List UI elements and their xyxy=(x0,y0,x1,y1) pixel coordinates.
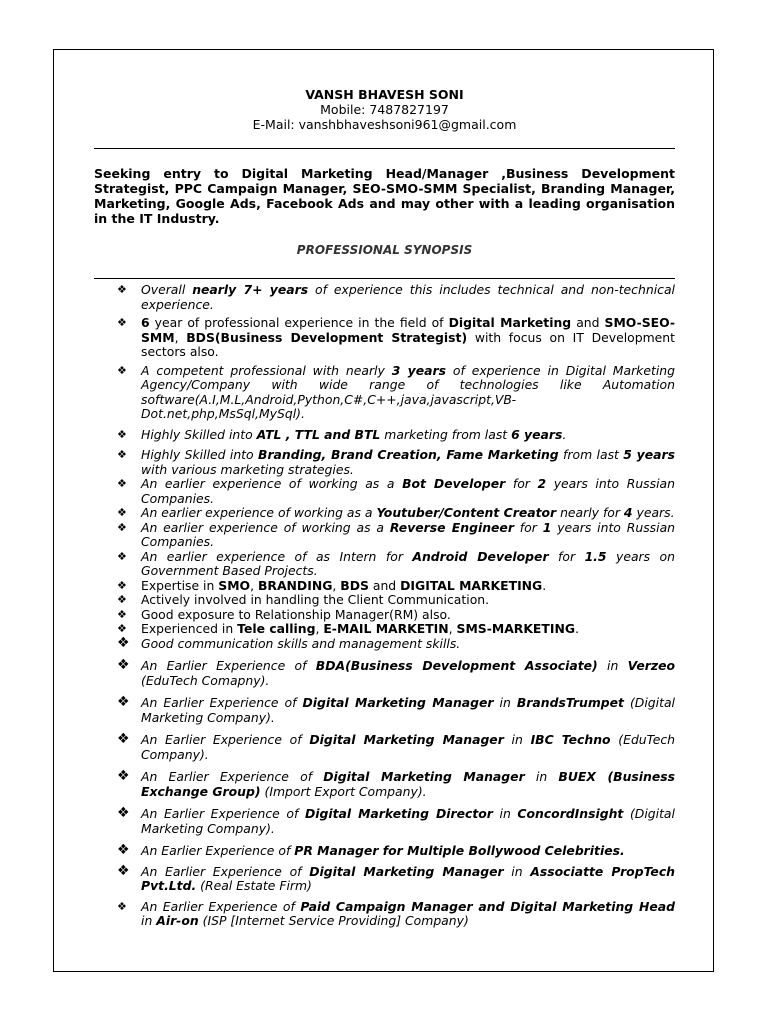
item-text: marketing from last xyxy=(380,426,512,442)
emphasis-text: 1 xyxy=(542,519,552,535)
item-text: and xyxy=(368,577,401,593)
item-text: nearly for xyxy=(556,505,624,520)
item-text: Overall xyxy=(141,282,193,297)
item-text: Good communication skills and management skills. xyxy=(141,635,461,651)
bullet-diamond-icon: ❖ xyxy=(117,578,127,592)
emphasis-text: E-MAIL MARKETIN xyxy=(323,621,449,636)
synopsis-item xyxy=(117,448,675,477)
item-text: for xyxy=(505,476,538,491)
emphasis-text: Air-on xyxy=(156,913,199,928)
bullet-diamond-icon: ❖ xyxy=(117,805,130,821)
emphasis-text: 1.5 xyxy=(584,548,607,564)
emphasis-text: 3 years xyxy=(391,362,446,378)
candidate-name: VANSH BHAVESH SONI xyxy=(305,87,464,102)
item-text: in xyxy=(493,695,517,710)
item-text: year of professional experience in the field of xyxy=(149,315,449,330)
item-text: An Earlier Experience of xyxy=(141,658,316,673)
item-text: Good exposure to Relationship Manager(RM) also. xyxy=(141,606,451,622)
synopsis-item xyxy=(117,550,675,579)
item-text: . xyxy=(562,426,567,442)
bullet-diamond-icon: ❖ xyxy=(117,427,127,441)
item-text: An Earlier Experience of xyxy=(141,843,295,858)
item-text: in xyxy=(524,769,559,784)
synopsis-item xyxy=(117,283,675,312)
emphasis-text: Digital Marketing Manager xyxy=(309,732,504,747)
item-text: . xyxy=(575,621,579,636)
emphasis-text: BUEX (Business Exchange Group) xyxy=(141,769,675,799)
header-divider xyxy=(94,148,675,149)
bullet-diamond-icon: ❖ xyxy=(117,549,127,563)
emphasis-text: Digital Marketing xyxy=(448,315,572,330)
item-text: years on Government Based Projects. xyxy=(141,548,675,578)
bullet-diamond-icon: ❖ xyxy=(117,477,127,490)
item-text: and xyxy=(571,315,605,330)
emphasis-text: Bot Developer xyxy=(402,476,506,491)
synopsis-item xyxy=(117,862,675,894)
emphasis-text: Associatte PropTech Pvt.Ltd. xyxy=(141,863,675,893)
synopsis-divider xyxy=(94,278,675,279)
item-text: Actively involved in handling the Client Communication. xyxy=(141,592,490,607)
emphasis-text: 5 years xyxy=(623,447,676,462)
emphasis-text: DIGITAL MARKETING xyxy=(400,577,543,593)
bullet-diamond-icon: ❖ xyxy=(117,448,127,461)
synopsis-item xyxy=(117,521,675,550)
bullet-diamond-icon: ❖ xyxy=(117,593,127,606)
item-text: An earlier experience of working as a xyxy=(141,505,377,520)
emphasis-text: IBC Techno xyxy=(530,732,611,747)
emphasis-text: nearly 7+ years xyxy=(192,282,309,297)
item-text: An Earlier Experience of xyxy=(141,695,303,710)
item-text: with focus on IT Development sectors also. xyxy=(141,329,675,359)
emphasis-text: ATL , TTL and BTL xyxy=(256,426,381,442)
bullet-diamond-icon: ❖ xyxy=(117,694,130,710)
emphasis-text: ConcordInsight xyxy=(517,806,624,821)
bullet-diamond-icon: ❖ xyxy=(117,363,127,377)
item-text: , xyxy=(315,621,324,636)
item-text: A competent professional with nearly xyxy=(141,362,392,378)
emphasis-text: SMO-SEO-SMM xyxy=(141,315,676,345)
item-text: An Earlier Experience of xyxy=(141,898,301,914)
emphasis-text: 2 xyxy=(537,476,547,491)
emphasis-text: Tele calling xyxy=(237,621,316,636)
item-text: An Earlier Experience of xyxy=(141,806,305,821)
emphasis-text: SMS-MARKETING xyxy=(456,621,575,636)
item-text: , xyxy=(332,577,341,593)
item-text: (EduTech Comapny). xyxy=(141,672,270,688)
emphasis-text: Android Developer xyxy=(412,548,549,564)
synopsis-item xyxy=(117,579,675,594)
synopsis-item xyxy=(117,900,675,929)
item-text: from last xyxy=(558,447,624,462)
item-text: years into Russian Companies. xyxy=(141,476,675,506)
emphasis-text: BRANDING xyxy=(257,577,333,593)
item-text: with various marketing strategies. xyxy=(141,461,354,477)
emphasis-text: Verzeo xyxy=(627,658,675,673)
contact-header xyxy=(54,87,715,132)
emphasis-text: 4 xyxy=(623,505,633,520)
synopsis-item xyxy=(117,477,675,506)
emphasis-text: 6 xyxy=(141,315,150,330)
synopsis-item xyxy=(117,770,675,799)
item-text: Experienced in xyxy=(141,621,238,636)
synopsis-item xyxy=(117,608,675,623)
emphasis-text: Digital Marketing Director xyxy=(304,806,493,821)
synopsis-item xyxy=(117,807,675,836)
bullet-diamond-icon: ❖ xyxy=(117,862,130,879)
synopsis-item xyxy=(117,316,675,360)
career-objective: Seeking entry to Digital Marketing Head/Manager ,Business Development Strategist, PPC Campaign Manager, SEO-SMO-SMM Specialist, Branding Manager, Marketing, Google Ads, Facebook Ads and may other with a leading organisation in the IT Industry. xyxy=(94,166,675,226)
item-text: of experience this includes technical and non-technical experience. xyxy=(141,282,675,312)
bullet-diamond-icon: ❖ xyxy=(117,316,127,329)
emphasis-text: BrandsTrumpet xyxy=(516,695,624,710)
item-text: Highly Skilled into xyxy=(141,447,258,462)
emphasis-text: Digital Marketing Manager xyxy=(302,695,494,710)
item-text: Expertise in xyxy=(141,577,219,593)
resume-page xyxy=(53,49,714,972)
item-text: for xyxy=(548,548,585,564)
item-text: (EduTech Company). xyxy=(141,732,675,762)
bullet-diamond-icon: ❖ xyxy=(117,607,127,621)
item-text: (ISP [Internet Service Providing] Company) xyxy=(198,913,469,928)
emphasis-text: BDS xyxy=(340,577,369,593)
emphasis-text: SMO xyxy=(218,577,251,593)
item-text: , xyxy=(174,329,187,345)
section-title-synopsis: PROFESSIONAL SYNOPSIS xyxy=(296,243,473,257)
bullet-diamond-icon: ❖ xyxy=(117,520,127,534)
item-text: in xyxy=(492,806,518,821)
synopsis-item xyxy=(117,593,675,608)
synopsis-item xyxy=(117,844,675,859)
emphasis-text: Reverse Engineer xyxy=(389,519,514,535)
synopsis-item xyxy=(117,428,675,443)
bullet-diamond-icon: ❖ xyxy=(117,622,127,635)
bullet-diamond-icon: ❖ xyxy=(117,634,130,651)
emphasis-text: BDA(Business Development Associate) xyxy=(315,658,598,673)
item-text: An Earlier Experience of xyxy=(141,863,310,879)
emphasis-text: Youtuber/Content Creator xyxy=(376,505,557,520)
synopsis-item xyxy=(117,659,675,688)
item-text: for xyxy=(513,519,543,535)
emphasis-text: Paid Campaign Manager and Digital Marketing Head xyxy=(300,898,675,914)
item-text: years. xyxy=(632,505,675,520)
synopsis-item xyxy=(117,622,675,637)
item-text: An earlier experience of as Intern for xyxy=(141,548,413,564)
synopsis-item xyxy=(117,506,675,521)
emphasis-text: Branding, Brand Creation, Fame Marketing xyxy=(258,447,559,462)
item-text: Highly Skilled into xyxy=(141,426,257,442)
bullet-diamond-icon: ❖ xyxy=(117,506,127,519)
emphasis-text: BDS(Business Development Strategist) xyxy=(186,329,468,345)
bullet-diamond-icon: ❖ xyxy=(117,842,130,858)
item-text: , xyxy=(250,577,258,593)
emphasis-text: Digital Marketing Manager xyxy=(323,769,525,784)
synopsis-item xyxy=(117,634,675,652)
item-text: An earlier experience of working as a xyxy=(141,519,390,535)
item-text: (Import Export Company). xyxy=(260,783,427,799)
bullet-diamond-icon: ❖ xyxy=(117,768,130,784)
email-line: E-Mail: vanshbhaveshsoni961@gmail.com xyxy=(252,117,517,132)
item-text: An earlier experience of working as a xyxy=(141,476,403,491)
item-text: in xyxy=(503,732,531,747)
item-text: (Real Estate Firm) xyxy=(196,878,312,893)
emphasis-text: Digital Marketing Manager xyxy=(309,863,504,879)
synopsis-item xyxy=(117,696,675,725)
synopsis-list xyxy=(117,283,675,929)
emphasis-text: PR Manager for Multiple Bollywood Celebrities. xyxy=(294,843,625,858)
mobile-line: Mobile: 7487827197 xyxy=(320,102,449,117)
item-text: (Digital Marketing Company). xyxy=(141,695,675,725)
item-text: years into Russian Companies. xyxy=(141,519,676,549)
item-text: in xyxy=(503,863,531,879)
emphasis-text: 6 years xyxy=(511,426,563,442)
item-text: in xyxy=(597,658,628,673)
item-text: An Earlier Experience of xyxy=(141,769,324,784)
item-text: . xyxy=(542,577,547,593)
item-text: , xyxy=(448,621,457,636)
bullet-diamond-icon: ❖ xyxy=(117,283,127,296)
item-text: An Earlier Experience of xyxy=(141,732,310,747)
bullet-diamond-icon: ❖ xyxy=(117,899,127,913)
item-text: of experience in Digital Marketing Agency/Company with wide range of technologies like Automation software(A.I,M.L,Android,Python,C#,C++,java,javascript,VB-Dot.net,php,MsSql,MySql). xyxy=(141,362,675,421)
synopsis-item xyxy=(117,733,675,762)
item-text: in xyxy=(141,913,157,928)
item-text: (Digital Marketing Company). xyxy=(141,806,675,836)
bullet-diamond-icon: ❖ xyxy=(117,731,130,747)
bullet-diamond-icon: ❖ xyxy=(117,657,130,673)
synopsis-item xyxy=(117,364,675,422)
